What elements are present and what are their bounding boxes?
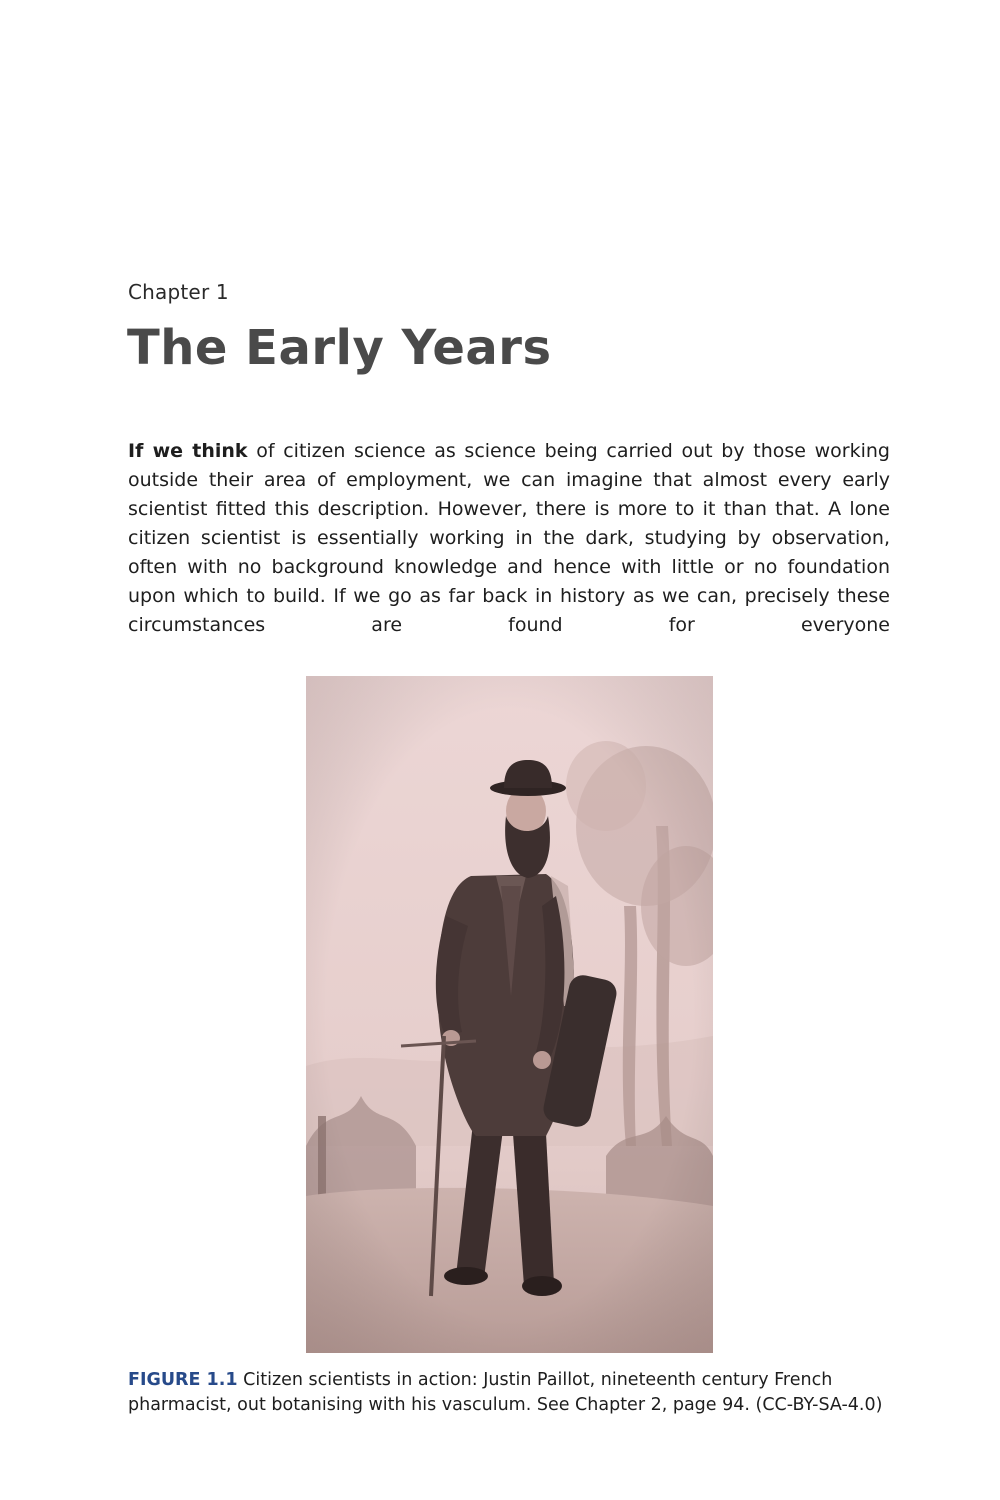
figure-caption	[128, 1368, 890, 1418]
photo-vignette	[306, 676, 713, 1353]
figure-photo	[306, 676, 713, 1353]
figure-caption-text: Citizen scientists in action: Justin Paillot, nineteenth century French pharmacist, out botanising with his vasculum. See Chapter 2, page 94. (CC-BY-SA-4.0)	[128, 1370, 883, 1415]
paragraph-lead: If we think	[128, 440, 248, 462]
chapter-label: Chapter 1	[128, 280, 229, 304]
figure-label: FIGURE 1.1	[128, 1370, 238, 1390]
chapter-title: The Early Years	[127, 320, 552, 376]
paragraph-text: of citizen science as science being carried out by those working outside their area of employment, we can imagine that almost every early scientist fitted this description. However, there is more to it than that. A lone citizen scientist is essentially working in the dark, studying by observation, often with no background knowledge and hence with little or no foundation upon which to build. If we go as far back in history as we can, precisely these circumstances are found for everyone	[128, 440, 890, 636]
body-paragraph	[128, 437, 890, 640]
